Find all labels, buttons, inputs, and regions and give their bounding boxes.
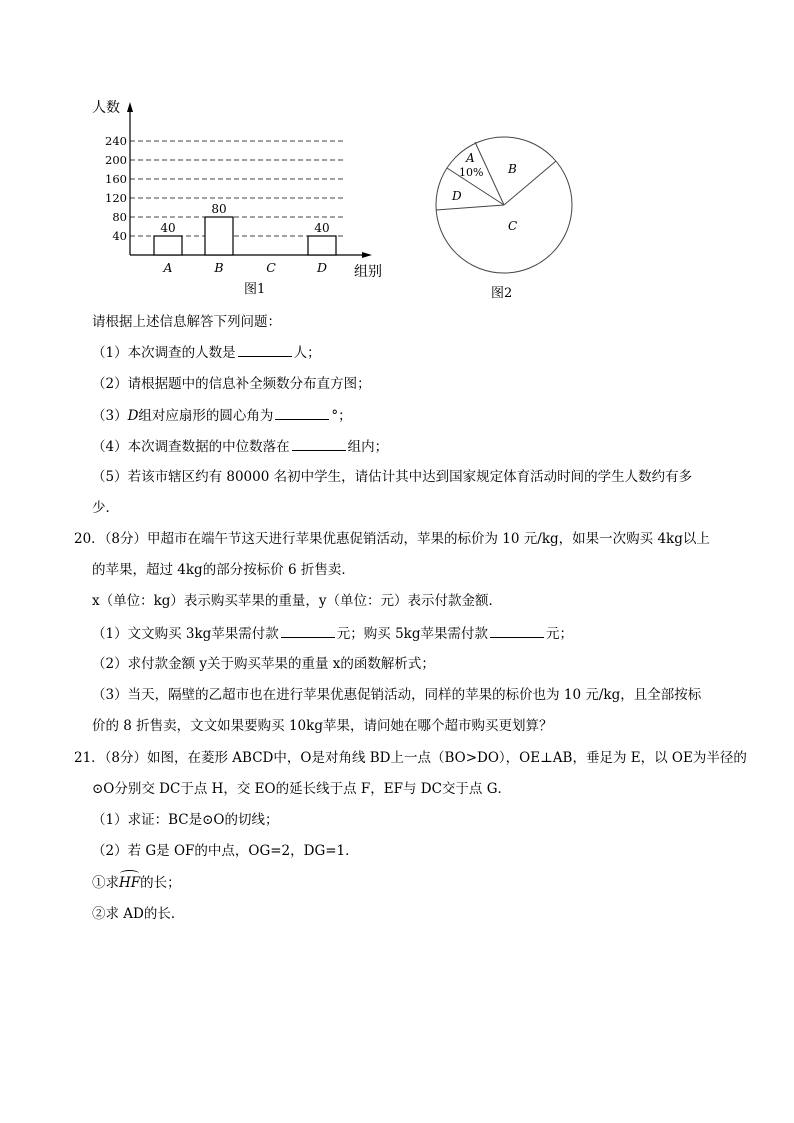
questions-intro: 请根据上述信息解答下列问题： xyxy=(92,314,281,330)
y-tick-label-160: 160 xyxy=(105,172,127,186)
problem-21-line2: ⊙O分别交 DC于点 H，交 EO的延长线于点 F，EF与 DC交于点 G． xyxy=(92,781,512,797)
problem-20-line5: （2）求付款金额 y关于购买苹果的重量 x的函数解析式； xyxy=(92,656,435,672)
problem-20-line6: （3）当天，隔壁的乙超市也在进行苹果优惠促销活动，同样的苹果的标价也为 10 元/kg，且全部按标 xyxy=(92,687,702,703)
figure2-caption: 图2 xyxy=(491,286,513,301)
y-tick-label-120: 120 xyxy=(105,191,127,205)
q4-text: （4）本次调查数据的中位数落在 xyxy=(92,439,290,455)
problem-20-line2: 的苹果，超过 4kg的部分按标价 6 折售卖． xyxy=(92,562,355,578)
question-3 xyxy=(92,406,352,425)
problem-20-line4 xyxy=(92,624,573,643)
x-tick-label-B: B xyxy=(214,260,224,275)
p20-q1-mid: 元；购买 5kg苹果需付款 xyxy=(336,626,488,642)
bar-A xyxy=(154,236,182,255)
problem-21-line6: ②求 AD的长． xyxy=(92,906,185,922)
p21-q2a-post: 的长； xyxy=(140,875,181,891)
x-tick-label-C: C xyxy=(266,260,276,275)
problem-20-line3: x（单位：kg）表示购买苹果的重量，y（单位：元）表示付款金额． xyxy=(92,593,503,609)
q3-blank xyxy=(275,406,329,420)
pie-label-B: B xyxy=(508,162,517,176)
q3-post: °； xyxy=(331,408,352,424)
pie-label-D: D xyxy=(452,189,462,203)
bar-value-label-B: 80 xyxy=(211,202,227,216)
question-5-line2: 少． xyxy=(92,500,119,516)
bar-chart-figure xyxy=(90,98,390,298)
problem-20-line1: 20．（8分）甲超市在端午节这天进行苹果优惠促销活动，苹果的标价为 10 元/kg，如果一次购买 4kg以上 xyxy=(74,531,710,547)
q4-post: 组内； xyxy=(347,439,389,455)
bar-D xyxy=(308,236,336,255)
bar-value-label-A: 40 xyxy=(160,221,176,235)
problem-21-line3: （1）求证：BC是⊙O的切线； xyxy=(92,812,279,828)
question-2: （2）请根据题中的信息补全频数分布直方图； xyxy=(92,376,371,392)
pie-label-C: C xyxy=(508,219,518,233)
x-tick-label-D: D xyxy=(316,260,328,275)
x-tick-label-A: A xyxy=(163,260,173,275)
bar-B xyxy=(205,217,233,255)
p20-q1-post: 元； xyxy=(546,626,573,642)
question-4 xyxy=(92,437,388,456)
bar-value-label-D: 40 xyxy=(314,221,330,235)
bar-chart-labels xyxy=(92,99,382,280)
pie-divider-c-d xyxy=(436,205,504,210)
q4-blank xyxy=(292,437,346,451)
pie-chart-figure xyxy=(430,128,580,278)
p20-q1-text: （1）文文购买 3kg苹果需付款 xyxy=(92,626,279,642)
q1-post: 人； xyxy=(293,345,321,361)
y-tick-label-200: 200 xyxy=(105,153,127,167)
x-axis-arrow xyxy=(362,252,372,258)
x-axis-title: 组别 xyxy=(354,264,382,280)
problem-20-line7: 价的 8 折售卖，文文如果要购买 10kg苹果，请问她在哪个超市购买更划算？ xyxy=(92,718,553,734)
question-1 xyxy=(92,343,321,362)
p21-arc-hf: HF xyxy=(119,875,141,891)
y-tick-label-80: 80 xyxy=(112,210,127,224)
p20-q1-blank1 xyxy=(281,624,335,638)
q3-text: 组对应扇形的圆心角为 xyxy=(138,408,274,424)
p20-q1-blank2 xyxy=(490,624,544,638)
q1-text: （1）本次调查的人数是 xyxy=(92,345,236,361)
y-axis-arrow xyxy=(127,102,133,112)
figure1-caption: 图1 xyxy=(244,282,266,297)
pie-annotation-A-percent: 10% xyxy=(459,166,484,179)
question-5-line1: （5）若该市辖区约有 80000 名初中学生，请估计其中达到国家规定体育活动时间的学生人数约有多 xyxy=(92,469,693,485)
q3-prefix: （3） xyxy=(92,408,128,424)
problem-21-line4: （2）若 G是 OF的中点，OG=2，DG=1． xyxy=(92,843,359,859)
q3-var: D xyxy=(127,408,139,424)
y-axis-title: 人数 xyxy=(92,100,120,116)
pie-label-A: A xyxy=(466,151,475,165)
problem-21-line5 xyxy=(92,874,181,892)
q1-blank xyxy=(238,343,292,357)
problem-21-line1: 21．（8分）如图，在菱形 ABCD中，O是对角线 BD上一点（BO>DO），OE⊥AB，垂足为 E，以 OE为半径的 xyxy=(74,750,747,766)
p21-q2a-text: ①求 xyxy=(92,875,119,891)
y-tick-label-40: 40 xyxy=(112,229,127,243)
y-tick-label-240: 240 xyxy=(105,134,127,148)
